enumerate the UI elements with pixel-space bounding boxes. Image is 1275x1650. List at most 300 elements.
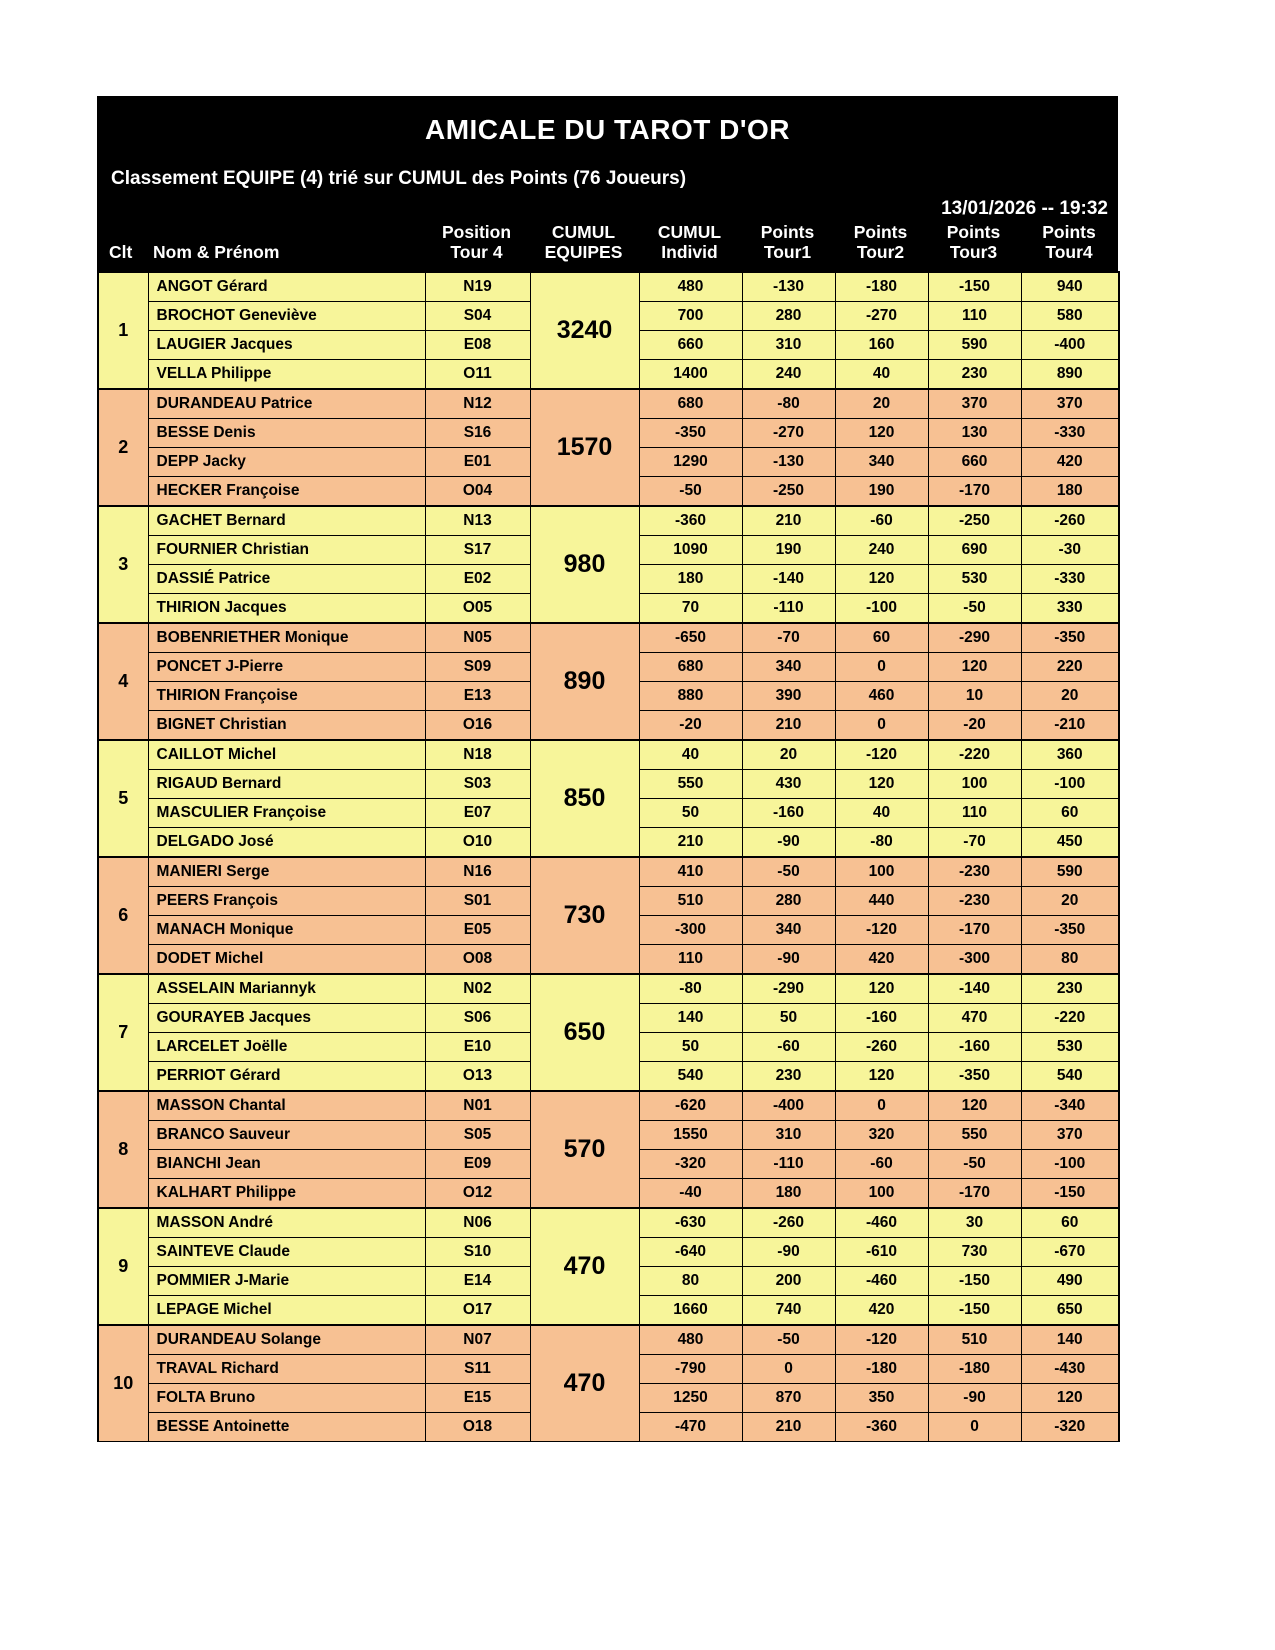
player-tour4: 220	[1021, 652, 1119, 681]
player-tour2: 20	[835, 389, 928, 419]
player-position: O04	[425, 476, 530, 506]
player-cumul-individ: 1090	[639, 535, 742, 564]
player-name: GACHET Bernard	[148, 506, 425, 536]
player-tour4: 370	[1021, 1120, 1119, 1149]
player-position: N12	[425, 389, 530, 419]
player-tour2: -60	[835, 506, 928, 536]
player-position: S09	[425, 652, 530, 681]
player-tour3: 230	[928, 359, 1021, 389]
player-position: O16	[425, 710, 530, 740]
player-tour1: 210	[742, 506, 835, 536]
player-tour4: -260	[1021, 506, 1119, 536]
player-tour2: 120	[835, 974, 928, 1004]
player-tour3: 530	[928, 564, 1021, 593]
player-tour3: -140	[928, 974, 1021, 1004]
table-row	[98, 857, 1119, 887]
team-cumul-equipes: 1570	[530, 389, 639, 506]
team-cumul-equipes: 470	[530, 1208, 639, 1325]
player-tour4: 540	[1021, 1061, 1119, 1091]
player-tour2: -80	[835, 827, 928, 857]
player-tour4: 120	[1021, 1383, 1119, 1412]
generation-datetime: 13/01/2026 -- 19:32	[941, 198, 1108, 219]
player-tour2: 240	[835, 535, 928, 564]
player-tour1: 50	[742, 1003, 835, 1032]
player-name: THIRION Jacques	[148, 593, 425, 623]
player-cumul-individ: 510	[639, 886, 742, 915]
player-cumul-individ: 1550	[639, 1120, 742, 1149]
player-name: RIGAUD Bernard	[148, 769, 425, 798]
player-tour1: 20	[742, 740, 835, 770]
player-tour2: 40	[835, 798, 928, 827]
player-tour1: -50	[742, 1325, 835, 1355]
player-tour4: -400	[1021, 330, 1119, 359]
col-header-tour2: Points Tour2	[834, 222, 927, 271]
col-header-tour3: Points Tour3	[927, 222, 1020, 271]
player-tour1: 390	[742, 681, 835, 710]
player-cumul-individ: -630	[639, 1208, 742, 1238]
player-cumul-individ: -790	[639, 1354, 742, 1383]
player-tour2: 440	[835, 886, 928, 915]
player-position: S16	[425, 418, 530, 447]
player-tour4: -350	[1021, 915, 1119, 944]
player-tour3: -230	[928, 857, 1021, 887]
player-tour1: 740	[742, 1295, 835, 1325]
player-tour4: 650	[1021, 1295, 1119, 1325]
player-tour2: 120	[835, 418, 928, 447]
player-name: MASSON Chantal	[148, 1091, 425, 1121]
player-tour2: -160	[835, 1003, 928, 1032]
team-cumul-equipes: 470	[530, 1325, 639, 1442]
team-rank: 7	[98, 974, 148, 1091]
player-tour1: 280	[742, 886, 835, 915]
player-tour4: -330	[1021, 418, 1119, 447]
player-name: BRANCO Sauveur	[148, 1120, 425, 1149]
player-cumul-individ: 180	[639, 564, 742, 593]
player-cumul-individ: 540	[639, 1061, 742, 1091]
player-tour2: -180	[835, 272, 928, 302]
player-tour2: -180	[835, 1354, 928, 1383]
player-cumul-individ: -640	[639, 1237, 742, 1266]
player-position: E14	[425, 1266, 530, 1295]
player-tour3: -20	[928, 710, 1021, 740]
player-tour2: 0	[835, 652, 928, 681]
player-tour2: -120	[835, 1325, 928, 1355]
player-name: VELLA Philippe	[148, 359, 425, 389]
player-position: S01	[425, 886, 530, 915]
player-tour1: 310	[742, 1120, 835, 1149]
player-tour1: 230	[742, 1061, 835, 1091]
player-cumul-individ: 50	[639, 798, 742, 827]
sheet-header	[97, 96, 1118, 271]
col-header-clt: Clt	[97, 222, 147, 271]
player-tour3: -250	[928, 506, 1021, 536]
table-row	[98, 1091, 1119, 1121]
player-tour4: 940	[1021, 272, 1119, 302]
player-position: N07	[425, 1325, 530, 1355]
player-name: LARCELET Joëlle	[148, 1032, 425, 1061]
player-name: DODET Michel	[148, 944, 425, 974]
player-tour1: -90	[742, 1237, 835, 1266]
col-header-tour1: Points Tour1	[741, 222, 834, 271]
ranking-sheet	[97, 96, 1118, 1443]
player-name: MASSON André	[148, 1208, 425, 1238]
player-tour2: 190	[835, 476, 928, 506]
team-rank: 1	[98, 272, 148, 389]
player-position: O13	[425, 1061, 530, 1091]
player-name: BESSE Antoinette	[148, 1412, 425, 1441]
player-tour4: 580	[1021, 301, 1119, 330]
player-cumul-individ: -40	[639, 1178, 742, 1208]
table-row	[98, 974, 1119, 1004]
player-tour1: -130	[742, 272, 835, 302]
player-tour1: 210	[742, 710, 835, 740]
ranking-table-body	[98, 272, 1119, 1442]
player-position: N02	[425, 974, 530, 1004]
player-tour1: -130	[742, 447, 835, 476]
player-name: DURANDEAU Solange	[148, 1325, 425, 1355]
player-name: SAINTEVE Claude	[148, 1237, 425, 1266]
ranking-table	[97, 271, 1120, 1442]
player-name: CAILLOT Michel	[148, 740, 425, 770]
player-cumul-individ: 50	[639, 1032, 742, 1061]
player-tour1: -50	[742, 857, 835, 887]
player-cumul-individ: 1250	[639, 1383, 742, 1412]
player-tour3: 120	[928, 652, 1021, 681]
player-cumul-individ: 680	[639, 652, 742, 681]
table-row	[98, 623, 1119, 653]
col-header-position: Position Tour 4	[424, 222, 529, 271]
player-cumul-individ: 660	[639, 330, 742, 359]
player-tour1: -90	[742, 827, 835, 857]
player-tour2: -120	[835, 915, 928, 944]
player-tour1: -70	[742, 623, 835, 653]
player-tour2: 100	[835, 857, 928, 887]
player-cumul-individ: -650	[639, 623, 742, 653]
player-tour4: 60	[1021, 1208, 1119, 1238]
player-tour2: 160	[835, 330, 928, 359]
player-tour1: 210	[742, 1412, 835, 1441]
player-tour2: 120	[835, 1061, 928, 1091]
player-tour1: -270	[742, 418, 835, 447]
player-position: S10	[425, 1237, 530, 1266]
player-cumul-individ: 40	[639, 740, 742, 770]
player-tour4: 590	[1021, 857, 1119, 887]
player-tour2: 120	[835, 564, 928, 593]
player-position: O08	[425, 944, 530, 974]
team-cumul-equipes: 890	[530, 623, 639, 740]
player-tour4: 20	[1021, 681, 1119, 710]
player-tour1: -260	[742, 1208, 835, 1238]
player-tour4: 420	[1021, 447, 1119, 476]
player-tour3: -70	[928, 827, 1021, 857]
player-name: BIANCHI Jean	[148, 1149, 425, 1178]
player-tour2: 350	[835, 1383, 928, 1412]
player-tour3: 130	[928, 418, 1021, 447]
player-cumul-individ: 410	[639, 857, 742, 887]
player-tour2: -60	[835, 1149, 928, 1178]
player-position: N19	[425, 272, 530, 302]
team-cumul-equipes: 3240	[530, 272, 639, 389]
player-tour3: -90	[928, 1383, 1021, 1412]
player-tour2: 60	[835, 623, 928, 653]
player-tour3: 370	[928, 389, 1021, 419]
player-tour4: -220	[1021, 1003, 1119, 1032]
player-name: DEPP Jacky	[148, 447, 425, 476]
player-name: POMMIER J-Marie	[148, 1266, 425, 1295]
player-cumul-individ: 880	[639, 681, 742, 710]
player-tour3: -290	[928, 623, 1021, 653]
player-tour1: -60	[742, 1032, 835, 1061]
player-cumul-individ: 80	[639, 1266, 742, 1295]
player-name: MASCULIER Françoise	[148, 798, 425, 827]
player-name: FOLTA Bruno	[148, 1383, 425, 1412]
player-name: ANGOT Gérard	[148, 272, 425, 302]
player-tour4: -30	[1021, 535, 1119, 564]
page-title: AMICALE DU TAROT D'OR	[424, 114, 791, 145]
player-tour4: 360	[1021, 740, 1119, 770]
player-tour4: 230	[1021, 974, 1119, 1004]
player-tour3: -50	[928, 1149, 1021, 1178]
player-cumul-individ: 480	[639, 272, 742, 302]
player-tour1: 310	[742, 330, 835, 359]
player-tour3: 510	[928, 1325, 1021, 1355]
player-position: N16	[425, 857, 530, 887]
player-cumul-individ: -620	[639, 1091, 742, 1121]
player-tour3: 550	[928, 1120, 1021, 1149]
player-position: N13	[425, 506, 530, 536]
player-tour4: 530	[1021, 1032, 1119, 1061]
team-rank: 8	[98, 1091, 148, 1208]
player-tour1: 190	[742, 535, 835, 564]
player-tour3: 0	[928, 1412, 1021, 1441]
player-tour1: -90	[742, 944, 835, 974]
col-header-cumul-individ: CUMUL Individ	[638, 222, 741, 271]
player-cumul-individ: -300	[639, 915, 742, 944]
player-name: GOURAYEB Jacques	[148, 1003, 425, 1032]
player-tour3: -300	[928, 944, 1021, 974]
player-tour1: -400	[742, 1091, 835, 1121]
player-tour4: -430	[1021, 1354, 1119, 1383]
player-tour4: 20	[1021, 886, 1119, 915]
player-tour4: 60	[1021, 798, 1119, 827]
table-row	[98, 389, 1119, 419]
player-tour1: -80	[742, 389, 835, 419]
player-tour4: 370	[1021, 389, 1119, 419]
player-position: E05	[425, 915, 530, 944]
player-tour3: -160	[928, 1032, 1021, 1061]
player-tour1: -110	[742, 1149, 835, 1178]
player-tour1: 240	[742, 359, 835, 389]
player-tour3: -170	[928, 915, 1021, 944]
player-name: ASSELAIN Mariannyk	[148, 974, 425, 1004]
col-header-name: Nom & Prénom	[147, 222, 424, 271]
team-rank: 6	[98, 857, 148, 974]
player-tour1: -250	[742, 476, 835, 506]
player-cumul-individ: -80	[639, 974, 742, 1004]
player-cumul-individ: -360	[639, 506, 742, 536]
player-position: O05	[425, 593, 530, 623]
player-name: TRAVAL Richard	[148, 1354, 425, 1383]
player-tour4: -350	[1021, 623, 1119, 653]
player-tour3: 590	[928, 330, 1021, 359]
player-tour2: 420	[835, 1295, 928, 1325]
column-header-table	[97, 222, 1118, 271]
table-row	[98, 740, 1119, 770]
player-position: E15	[425, 1383, 530, 1412]
player-cumul-individ: -20	[639, 710, 742, 740]
player-cumul-individ: 140	[639, 1003, 742, 1032]
team-rank: 5	[98, 740, 148, 857]
player-name: PONCET J-Pierre	[148, 652, 425, 681]
table-row	[98, 1325, 1119, 1355]
player-position: O17	[425, 1295, 530, 1325]
player-tour1: -160	[742, 798, 835, 827]
player-cumul-individ: -470	[639, 1412, 742, 1441]
player-name: MANACH Monique	[148, 915, 425, 944]
player-tour2: -100	[835, 593, 928, 623]
team-rank: 4	[98, 623, 148, 740]
player-name: KALHART Philippe	[148, 1178, 425, 1208]
player-tour3: -50	[928, 593, 1021, 623]
player-name: DURANDEAU Patrice	[148, 389, 425, 419]
player-name: BIGNET Christian	[148, 710, 425, 740]
player-cumul-individ: 680	[639, 389, 742, 419]
player-position: E09	[425, 1149, 530, 1178]
player-tour4: -100	[1021, 1149, 1119, 1178]
player-tour4: 490	[1021, 1266, 1119, 1295]
player-position: N01	[425, 1091, 530, 1121]
player-position: S03	[425, 769, 530, 798]
player-name: DELGADO José	[148, 827, 425, 857]
player-tour2: 0	[835, 710, 928, 740]
player-tour4: -340	[1021, 1091, 1119, 1121]
player-tour2: 120	[835, 769, 928, 798]
player-tour2: 340	[835, 447, 928, 476]
player-tour2: 420	[835, 944, 928, 974]
player-name: BROCHOT Geneviève	[148, 301, 425, 330]
player-tour3: -150	[928, 1266, 1021, 1295]
player-tour2: -120	[835, 740, 928, 770]
player-position: O18	[425, 1412, 530, 1441]
player-tour4: 180	[1021, 476, 1119, 506]
player-tour2: 100	[835, 1178, 928, 1208]
player-tour1: 430	[742, 769, 835, 798]
player-position: S06	[425, 1003, 530, 1032]
player-tour4: -210	[1021, 710, 1119, 740]
player-tour1: -140	[742, 564, 835, 593]
player-cumul-individ: 70	[639, 593, 742, 623]
player-tour1: 340	[742, 915, 835, 944]
player-position: N06	[425, 1208, 530, 1238]
player-tour3: 730	[928, 1237, 1021, 1266]
player-position: N05	[425, 623, 530, 653]
player-tour2: 40	[835, 359, 928, 389]
player-cumul-individ: -320	[639, 1149, 742, 1178]
player-tour3: 660	[928, 447, 1021, 476]
team-cumul-equipes: 650	[530, 974, 639, 1091]
player-tour4: 450	[1021, 827, 1119, 857]
player-cumul-individ: 210	[639, 827, 742, 857]
player-tour3: -220	[928, 740, 1021, 770]
team-cumul-equipes: 850	[530, 740, 639, 857]
player-name: MANIERI Serge	[148, 857, 425, 887]
player-tour3: 110	[928, 301, 1021, 330]
player-tour2: 320	[835, 1120, 928, 1149]
player-tour2: 460	[835, 681, 928, 710]
player-cumul-individ: -50	[639, 476, 742, 506]
player-tour4: -100	[1021, 769, 1119, 798]
col-header-tour4: Points Tour4	[1020, 222, 1118, 271]
player-tour3: -150	[928, 272, 1021, 302]
player-name: LEPAGE Michel	[148, 1295, 425, 1325]
player-position: S05	[425, 1120, 530, 1149]
page-subtitle: Classement EQUIPE (4) trié sur CUMUL des Points (76 Joueurs)	[111, 168, 687, 189]
team-rank: 9	[98, 1208, 148, 1325]
player-name: PERRIOT Gérard	[148, 1061, 425, 1091]
player-tour1: 280	[742, 301, 835, 330]
player-cumul-individ: 700	[639, 301, 742, 330]
player-cumul-individ: 480	[639, 1325, 742, 1355]
player-tour3: -230	[928, 886, 1021, 915]
player-position: S11	[425, 1354, 530, 1383]
team-rank: 10	[98, 1325, 148, 1442]
player-position: S04	[425, 301, 530, 330]
player-tour2: -360	[835, 1412, 928, 1441]
player-position: O10	[425, 827, 530, 857]
player-cumul-individ: 110	[639, 944, 742, 974]
player-name: PEERS François	[148, 886, 425, 915]
player-name: DASSIÉ Patrice	[148, 564, 425, 593]
table-row	[98, 1208, 1119, 1238]
player-tour4: -670	[1021, 1237, 1119, 1266]
player-tour3: -170	[928, 476, 1021, 506]
player-tour2: 0	[835, 1091, 928, 1121]
player-tour3: 470	[928, 1003, 1021, 1032]
player-tour3: -170	[928, 1178, 1021, 1208]
player-tour2: -610	[835, 1237, 928, 1266]
team-cumul-equipes: 570	[530, 1091, 639, 1208]
col-header-cumul-equipes: CUMUL EQUIPES	[529, 222, 638, 271]
player-cumul-individ: 550	[639, 769, 742, 798]
player-name: FOURNIER Christian	[148, 535, 425, 564]
column-header-row	[97, 222, 1118, 271]
player-tour2: -460	[835, 1266, 928, 1295]
player-name: HECKER Françoise	[148, 476, 425, 506]
player-name: LAUGIER Jacques	[148, 330, 425, 359]
player-position: E08	[425, 330, 530, 359]
player-name: BESSE Denis	[148, 418, 425, 447]
player-tour1: 340	[742, 652, 835, 681]
player-position: N18	[425, 740, 530, 770]
player-tour4: 890	[1021, 359, 1119, 389]
player-tour3: 120	[928, 1091, 1021, 1121]
player-tour3: 110	[928, 798, 1021, 827]
player-tour3: -180	[928, 1354, 1021, 1383]
team-cumul-equipes: 730	[530, 857, 639, 974]
player-tour1: 0	[742, 1354, 835, 1383]
player-position: E02	[425, 564, 530, 593]
player-tour3: -150	[928, 1295, 1021, 1325]
player-position: E07	[425, 798, 530, 827]
player-tour2: -270	[835, 301, 928, 330]
player-position: E10	[425, 1032, 530, 1061]
player-tour4: 140	[1021, 1325, 1119, 1355]
player-tour4: 330	[1021, 593, 1119, 623]
player-tour4: -150	[1021, 1178, 1119, 1208]
player-tour4: -330	[1021, 564, 1119, 593]
team-cumul-equipes: 980	[530, 506, 639, 623]
player-tour2: -260	[835, 1032, 928, 1061]
